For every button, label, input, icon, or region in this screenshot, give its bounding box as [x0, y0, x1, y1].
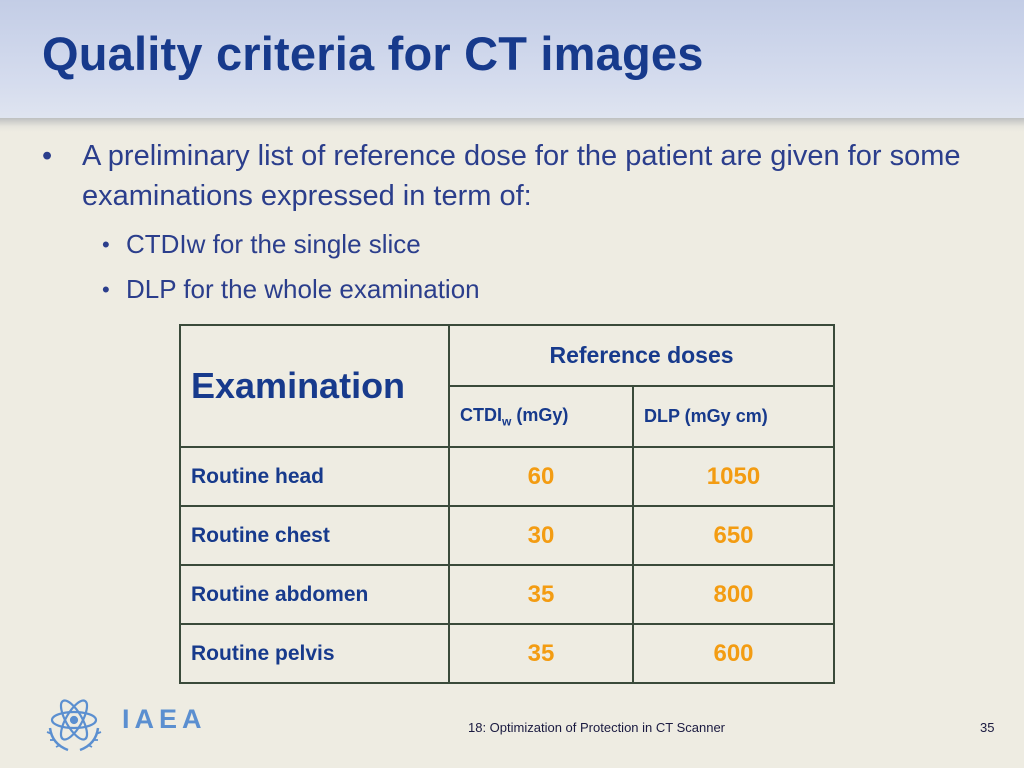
exam-label: Routine head: [180, 447, 449, 506]
bullet-main: [40, 136, 1000, 312]
exam-label: Routine chest: [180, 506, 449, 565]
atom-emblem-icon: [47, 697, 101, 750]
iaea-logo-text: IAEA: [122, 704, 207, 734]
bullet-dot: •: [102, 277, 110, 302]
bullet-dot: •: [42, 140, 53, 172]
table-row: [180, 506, 834, 565]
sub-bullet-dlp: [82, 267, 1000, 312]
reference-dose-table: [179, 324, 835, 684]
header-ctdi-base: CTDI: [460, 404, 502, 425]
slide-title: Quality criteria for CT images: [42, 27, 704, 80]
sub-bullet-text: DLP for the whole examination: [126, 274, 480, 304]
table-row: [180, 624, 834, 683]
header-ctdi-unit: (mGy): [511, 404, 569, 425]
dlp-value: 800: [633, 565, 834, 624]
ctdi-value: 30: [449, 506, 633, 565]
bullet-list: [40, 136, 1000, 312]
table-row: [180, 447, 834, 506]
exam-label: Routine abdomen: [180, 565, 449, 624]
dlp-value: 600: [633, 624, 834, 683]
ctdi-value: 35: [449, 624, 633, 683]
header-reference-doses: Reference doses: [449, 325, 834, 386]
header-ctdi-subscript: w: [502, 414, 512, 429]
sub-bullet-text: CTDIw for the single slice: [126, 229, 421, 259]
slide-number: 35: [980, 720, 995, 735]
sub-bullet-ctdiw: [82, 222, 1000, 267]
header-ctdiw: [449, 386, 633, 447]
sub-bullet-list: [82, 222, 1000, 312]
footer-course-title: 18: Optimization of Protection in CT Scanner: [468, 720, 725, 735]
ctdi-value: 35: [449, 565, 633, 624]
dlp-value: 650: [633, 506, 834, 565]
bullet-main-text: A preliminary list of reference dose for the patient are given for some examinations expressed in term of:: [82, 140, 961, 212]
bullet-dot: •: [102, 232, 110, 257]
table-header-row: [180, 325, 834, 386]
title-shadow: [0, 118, 1024, 132]
header-examination: Examination: [180, 325, 449, 447]
ctdi-value: 60: [449, 447, 633, 506]
table-row: [180, 565, 834, 624]
dlp-value: 1050: [633, 447, 834, 506]
exam-label: Routine pelvis: [180, 624, 449, 683]
header-dlp: DLP (mGy cm): [633, 386, 834, 447]
